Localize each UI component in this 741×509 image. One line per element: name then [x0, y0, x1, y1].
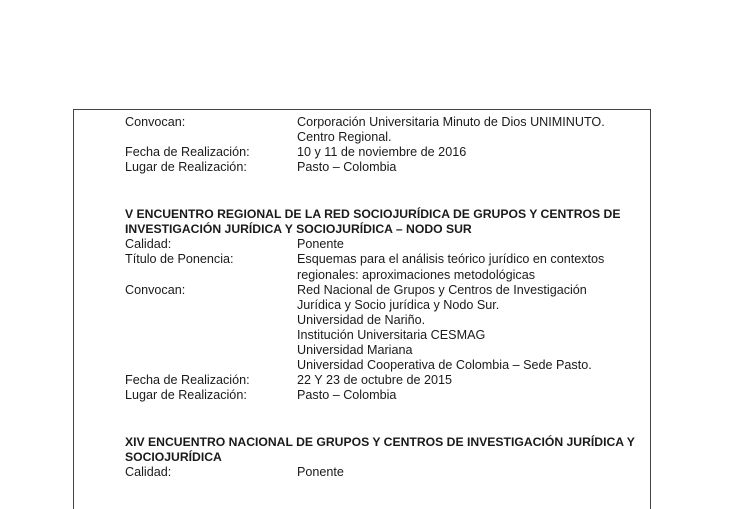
- row-fecha: [125, 145, 645, 160]
- value-line: 10 y 11 de noviembre de 2016: [297, 145, 467, 160]
- row-label: Lugar de Realización:: [125, 388, 247, 403]
- value-line: Ponente: [297, 465, 344, 480]
- value-line: Pasto – Colombia: [297, 388, 397, 403]
- heading-line: INVESTIGACIÓN JURÍDICA Y SOCIOJURÍDICA – NODO SUR: [125, 222, 472, 237]
- value-line: Universidad Cooperativa de Colombia – Sede Pasto.: [297, 358, 592, 373]
- value-line: Centro Regional.: [297, 130, 392, 145]
- section-heading: [125, 435, 645, 465]
- row-value: [297, 145, 645, 160]
- row-value: [297, 237, 645, 252]
- value-line: Esquemas para el análisis teórico jurídico en contextos: [297, 252, 605, 267]
- row-label: Calidad:: [125, 237, 172, 252]
- value-line: 22 Y 23 de octubre de 2015: [297, 373, 452, 388]
- row-label: Fecha de Realización:: [125, 373, 250, 388]
- value-line: Pasto – Colombia: [297, 160, 397, 175]
- row-value: [297, 252, 645, 282]
- row-lugar: [125, 388, 645, 403]
- document-content: [125, 115, 645, 481]
- row-convocan: [125, 283, 645, 374]
- section-heading: [125, 207, 645, 237]
- row-label: Calidad:: [125, 465, 172, 480]
- value-line: Ponente: [297, 237, 344, 252]
- value-line: regionales: aproximaciones metodológicas: [297, 267, 536, 282]
- row-value: [297, 465, 645, 480]
- row-label: Lugar de Realización:: [125, 160, 247, 175]
- row-calidad: [125, 465, 645, 480]
- value-line: Universidad Mariana: [297, 343, 413, 358]
- section-gap: [125, 403, 645, 435]
- row-calidad: [125, 237, 645, 252]
- row-label: Fecha de Realización:: [125, 145, 250, 160]
- value-line: Corporación Universitaria Minuto de Dios UNIMINUTO.: [297, 115, 605, 129]
- heading-line: V ENCUENTRO REGIONAL DE LA RED SOCIOJURÍDICA DE GRUPOS Y CENTROS DE: [125, 207, 621, 222]
- row-convocan: [125, 115, 645, 145]
- heading-line: XIV ENCUENTRO NACIONAL DE GRUPOS Y CENTROS DE INVESTIGACIÓN JURÍDICA Y: [125, 435, 635, 450]
- row-label: Título de Ponencia:: [125, 252, 234, 267]
- value-line: Universidad de Nariño.: [297, 312, 426, 327]
- row-titulo-ponencia: [125, 252, 645, 282]
- value-line: Red Nacional de Grupos y Centros de Investigación: [297, 282, 587, 297]
- row-fecha: [125, 373, 645, 388]
- row-label: Convocan:: [125, 115, 186, 129]
- section-convocatoria-uniminuto: [125, 115, 645, 175]
- row-lugar: [125, 160, 645, 175]
- section-gap: [125, 175, 645, 207]
- row-value: [297, 115, 645, 145]
- value-line: Institución Universitaria CESMAG: [297, 327, 486, 342]
- section-encuentro-regional: [125, 207, 645, 403]
- row-value: [297, 283, 645, 374]
- section-encuentro-nacional: [125, 435, 645, 480]
- row-value: [297, 388, 645, 403]
- value-line: Jurídica y Socio jurídica y Nodo Sur.: [297, 297, 500, 312]
- row-value: [297, 160, 645, 175]
- row-value: [297, 373, 645, 388]
- row-label: Convocan:: [125, 282, 186, 297]
- heading-line: SOCIOJURÍDICA: [125, 450, 222, 465]
